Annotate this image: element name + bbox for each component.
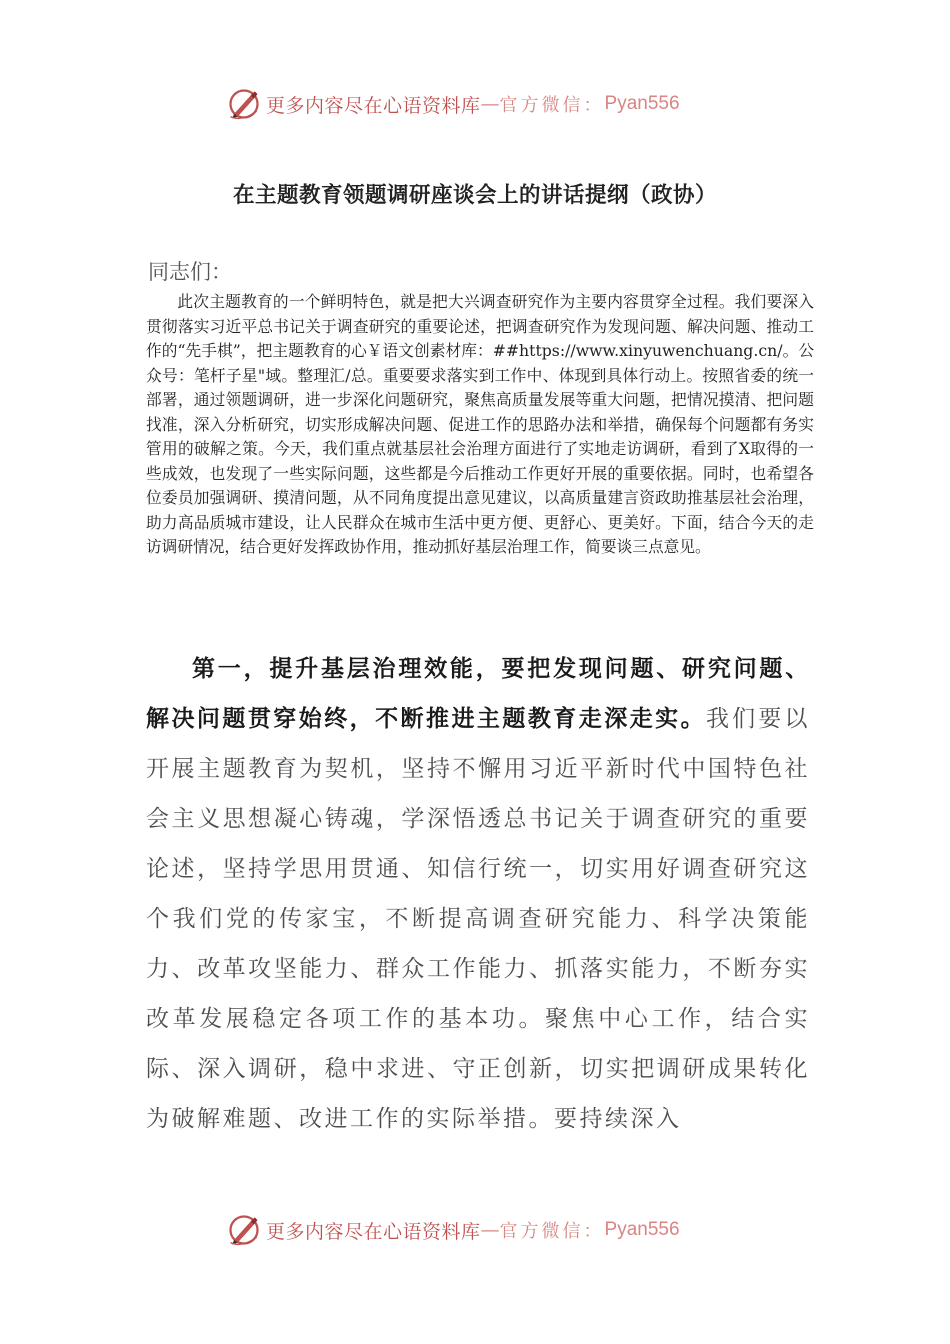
point-one-heading: 第一，提升基层治理效能，要把发现问题、研究问题、解决问题贯穿始终，不断推进主题教育走深走实。 [146, 656, 810, 732]
banner-wechat-label: 官方微信： [499, 1221, 605, 1242]
footer-banner [226, 1210, 680, 1250]
banner-separator: — [480, 93, 500, 115]
banner-main-text: 更多内容尽在心语资料库 [266, 94, 481, 117]
document-title: 在主题教育领题调研座谈会上的讲话提纲（政协） [232, 183, 717, 208]
pen-logo-icon [226, 86, 262, 122]
banner-wechat-id: Pyan556 [604, 1219, 680, 1240]
header-banner [226, 84, 680, 124]
greeting: 同志们： [148, 260, 232, 284]
banner-separator: — [480, 1219, 500, 1241]
point-one-body: 我们要以开展主题教育为契机，坚持不懈用习近平新时代中国特色社会主义思想凝心铸魂，学深悟透总书记关于调查研究的重要论述，坚持学思用贯通、知信行统一，切实用好调查研究这个我们党的传家宝，不断提高调查研究能力、科学决策能力、改革攻坚能力、群众工作能力、抓落实能力，不断夯实改革发展稳定各项工作的基本功。聚焦中心工作，结合实际、深入调研，稳中求进、守正创新，切实把调研成果转化为破解难题、改进工作的实际举措。要持续深入 [146, 706, 810, 1132]
banner-wechat-id: Pyan556 [604, 93, 680, 114]
banner-wechat-label: 官方微信： [499, 95, 605, 116]
banner-main-text: 更多内容尽在心语资料库 [266, 1220, 481, 1243]
point-one-paragraph [146, 644, 810, 1144]
pen-logo-icon [226, 1212, 262, 1248]
intro-paragraph: 此次主题教育的一个鲜明特色，就是把大兴调查研究作为主要内容贯穿全过程。我们要深入贯彻落实习近平总书记关于调查研究的重要论述，把调查研究作为发现问题、解决问题、推动工作的“先手棋”，把主题教育的心￥语文创素材库：##https://www.xinyuwenchuang.cn/。公众号：笔杆子星"域。整理汇/总。重要要求落实到工作中、体现到具体行动上。按照省委的统一部署，通过领题调研，进一步深化问题研究，聚焦高质量发展等重大问题，把情况摸清、把问题找准，深入分析研究，切实形成解决问题、促进工作的思路办法和举措，确保每个问题都有务实管用的破解之策。今天，我们重点就基层社会治理方面进行了实地走访调研，看到了X取得的一些成效，也发现了一些实际问题，这些都是今后推动工作更好开展的重要依据。同时，也希望各位委员加强调研、摸清问题，从不同角度提出意见建议，以高质量建言资政助推基层社会治理，助力高品质城市建设，让人民群众在城市生活中更方便、更舒心、更美好。下面，结合今天的走访调研情况，结合更好发挥政协作用，推动抓好基层治理工作，简要谈三点意见。 [146, 292, 814, 556]
